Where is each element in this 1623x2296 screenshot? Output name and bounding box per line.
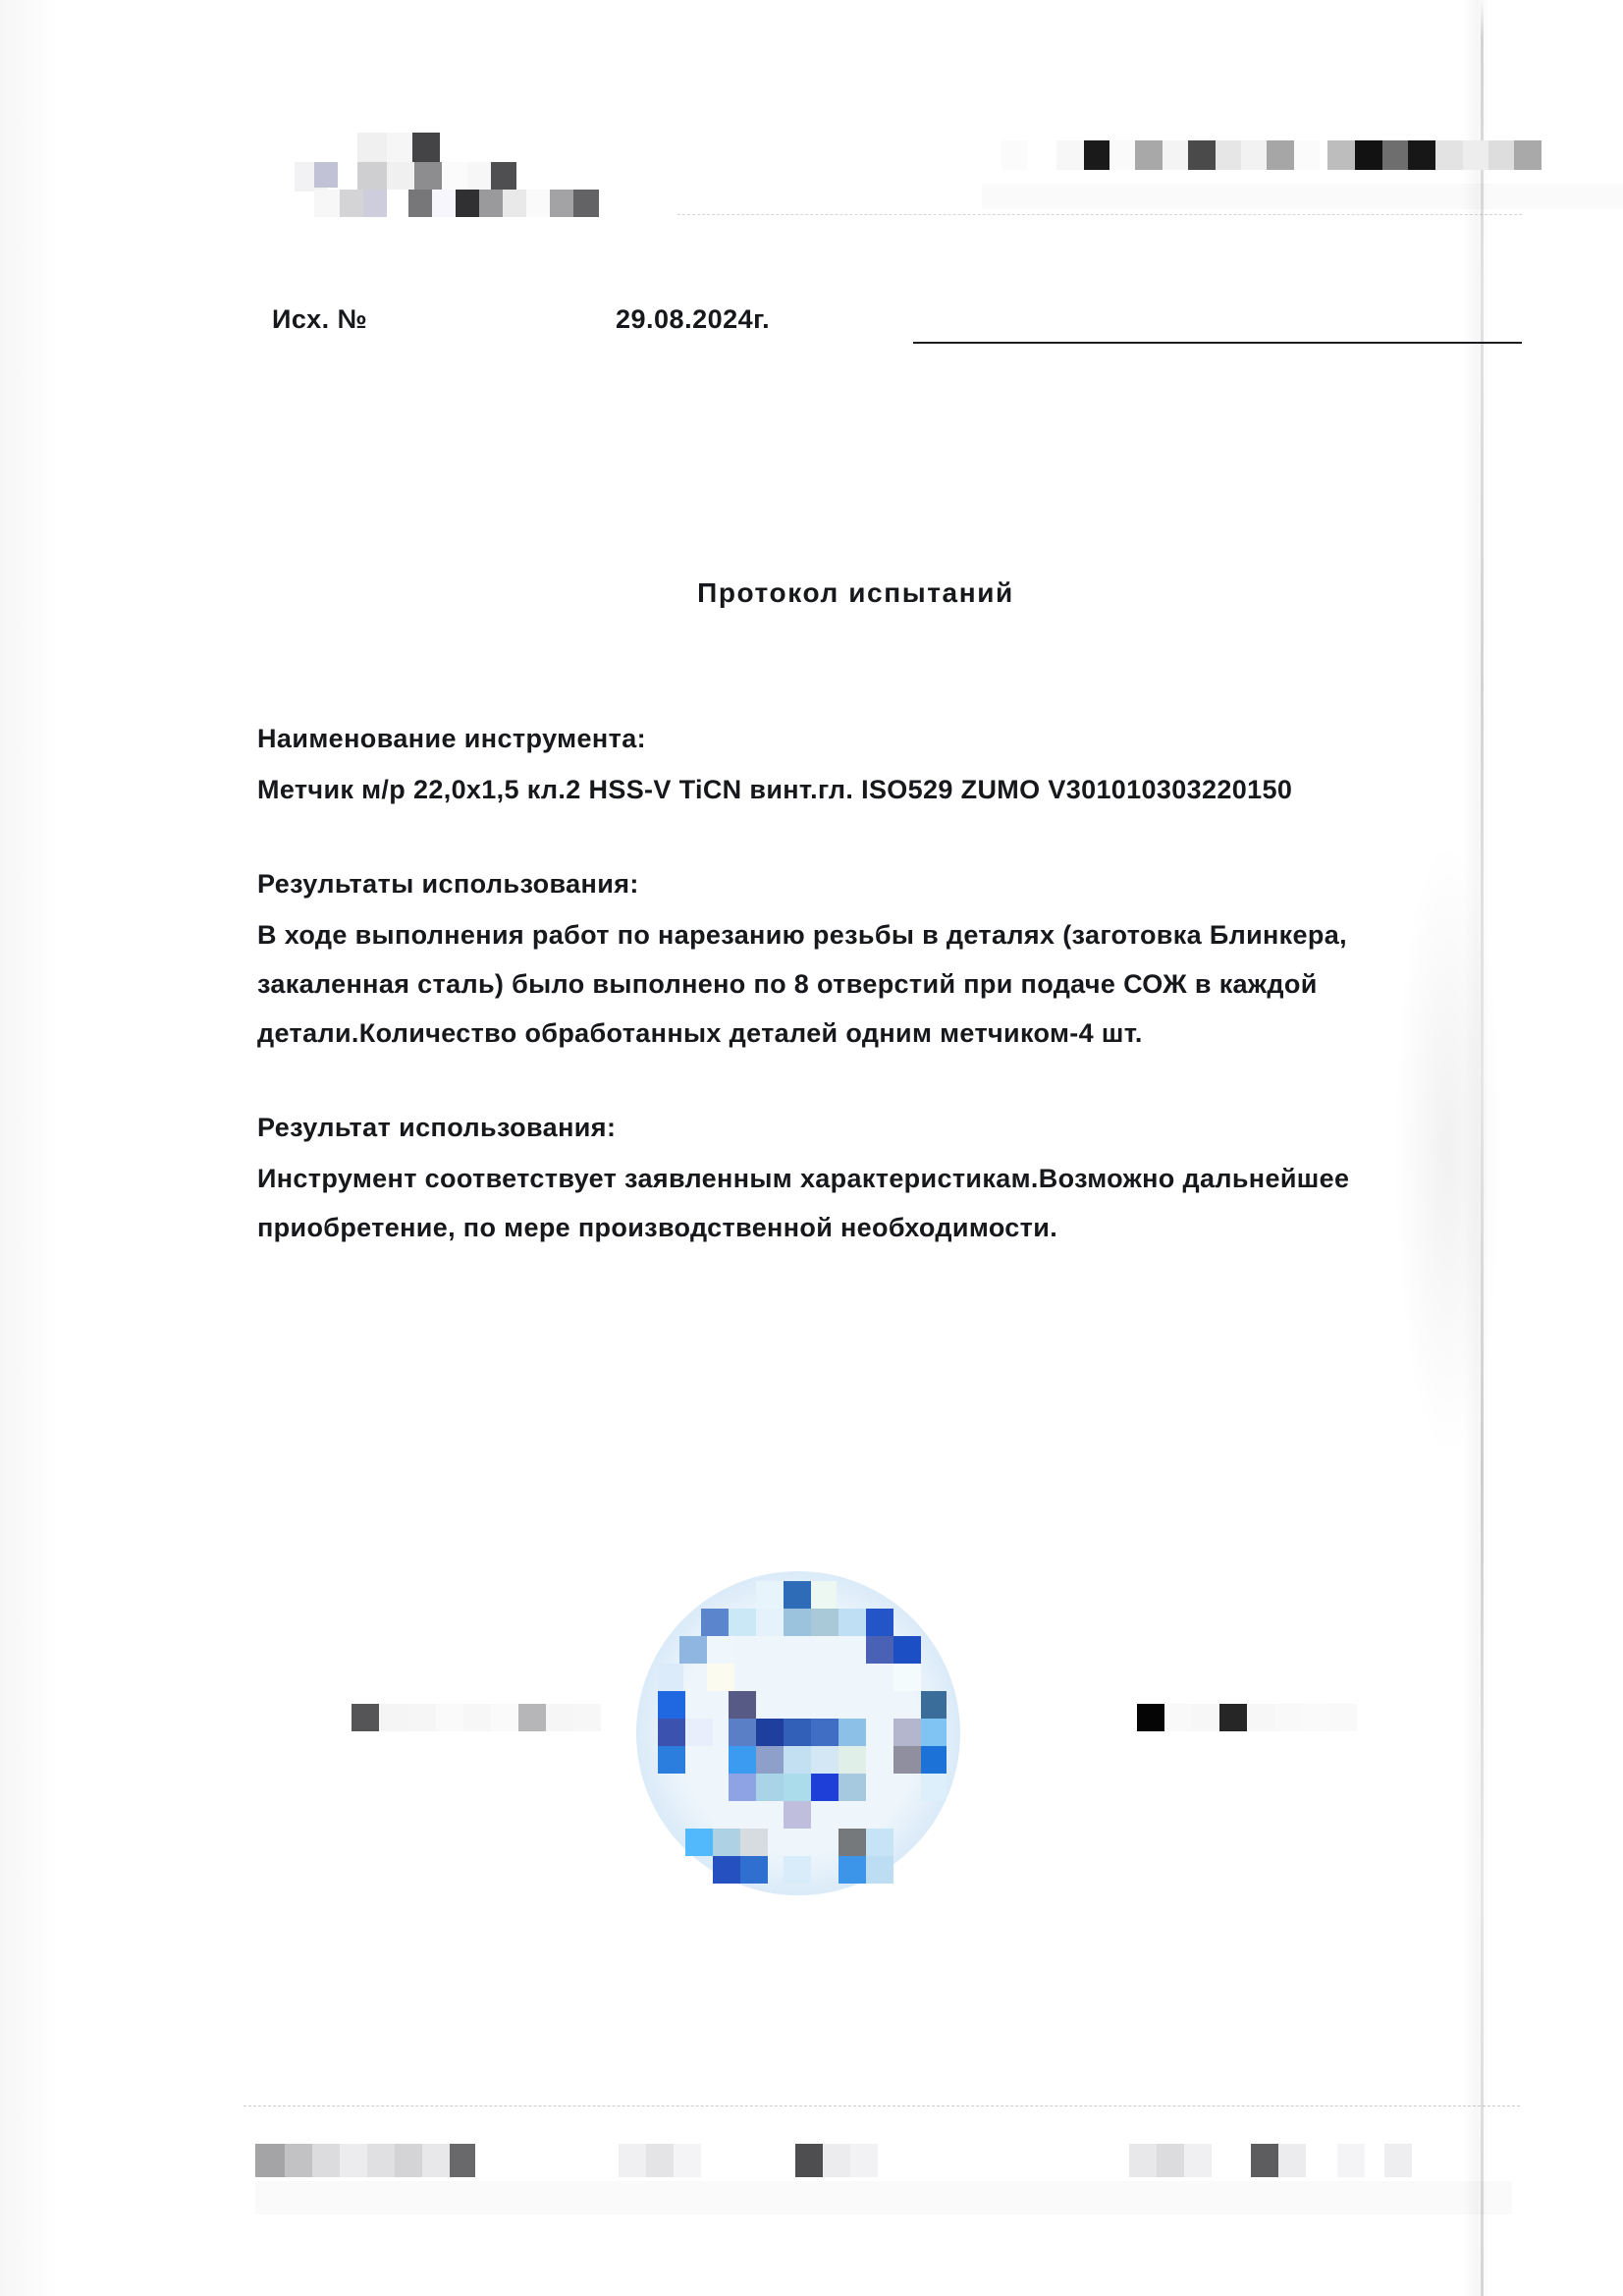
- redaction-pixel: [1382, 140, 1408, 170]
- redaction-pixel: [823, 2144, 850, 2177]
- page-title-text: Протокол испытаний: [697, 577, 1014, 608]
- redaction-pixel: [1084, 140, 1109, 170]
- redaction-pixel: [450, 2144, 475, 2177]
- redaction-pixel: [893, 1746, 921, 1774]
- redaction-pixel: [357, 162, 387, 190]
- redaction-pixel: [713, 1856, 740, 1884]
- redaction-pixel: [1274, 1704, 1302, 1731]
- redaction-pixel: [357, 133, 387, 162]
- redaction-pixel: [921, 1746, 947, 1774]
- redaction-pixel: [1278, 2144, 1306, 2177]
- redaction-pixel: [756, 1609, 784, 1636]
- redaction-pixel: [1163, 140, 1188, 170]
- redaction-pixel: [518, 1704, 546, 1731]
- redaction-pixel: [795, 2144, 823, 2177]
- section-heading: Наименование инструмента:: [257, 724, 647, 753]
- redaction-pixel: [1192, 1704, 1219, 1731]
- addressee-rule: [913, 342, 1522, 344]
- redaction-pixel: [893, 1636, 921, 1664]
- redaction-pixel: [784, 1774, 811, 1801]
- redaction-pixel: [456, 190, 479, 217]
- redaction-pixel: [412, 133, 440, 162]
- section-line: Инструмент соответствует заявленным характеристикам.Возможно дальнейшее: [257, 1164, 1350, 1193]
- redaction-pixel: [503, 190, 526, 217]
- redaction-pixel: [839, 1829, 866, 1856]
- redaction-pixel: [1355, 140, 1382, 170]
- redaction-pixel: [811, 1746, 839, 1774]
- redaction-pixel: [1216, 140, 1241, 170]
- redaction-pixel: [784, 1856, 811, 1884]
- redaction-pixel: [729, 1774, 756, 1801]
- document-body: [257, 712, 1534, 1295]
- redaction-pixel: [707, 1636, 734, 1664]
- header-logo-redacted: [295, 133, 628, 231]
- redaction-pixel: [921, 1691, 947, 1719]
- redaction-pixel: [367, 2144, 395, 2177]
- redaction-pixel: [866, 1636, 893, 1664]
- redaction-pixel: [707, 1664, 734, 1691]
- scan-edge-shadow: [0, 0, 59, 2296]
- redaction-pixel: [340, 190, 363, 217]
- redaction-pixel: [550, 190, 573, 217]
- redaction-pixel: [839, 1746, 866, 1774]
- redaction-pixel: [1408, 140, 1435, 170]
- redaction-pixel: [921, 1719, 947, 1746]
- redaction-pixel: [1219, 1704, 1247, 1731]
- document-date: 29.08.2024г.: [616, 304, 771, 334]
- redaction-pixel: [839, 1856, 866, 1884]
- redaction-pixel: [784, 1609, 811, 1636]
- redaction-pixel: [1267, 140, 1294, 170]
- redaction-pixel: [312, 2144, 340, 2177]
- redaction-pixel: [784, 1801, 811, 1829]
- redaction-pixel: [255, 2144, 285, 2177]
- redaction-pixel: [729, 1691, 756, 1719]
- redaction-pixel: [756, 1746, 784, 1774]
- redaction-pixel: [408, 1704, 436, 1731]
- redaction-pixel: [573, 190, 599, 217]
- redaction-pixel: [982, 184, 1623, 209]
- redaction-pixel: [839, 1774, 866, 1801]
- redaction-pixel: [658, 1664, 683, 1691]
- redaction-pixel: [756, 1719, 784, 1746]
- footer-divider: [243, 2105, 1520, 2107]
- redaction-pixel: [1164, 1704, 1192, 1731]
- redaction-pixel: [866, 1829, 893, 1856]
- redaction-pixel: [850, 2144, 878, 2177]
- redaction-pixel: [387, 162, 414, 190]
- redaction-pixel: [1247, 1704, 1274, 1731]
- redaction-pixel: [658, 1746, 685, 1774]
- page-title: [0, 577, 1623, 609]
- redaction-pixel: [314, 162, 338, 188]
- redaction-pixel: [314, 190, 340, 217]
- redaction-pixel: [1337, 2144, 1365, 2177]
- redaction-pixel: [740, 1856, 768, 1884]
- redaction-pixel: [467, 162, 491, 190]
- redaction-pixel: [866, 1609, 893, 1636]
- signature-position-redacted: [322, 1696, 617, 1737]
- redaction-pixel: [1109, 140, 1135, 170]
- redaction-pixel: [436, 1704, 463, 1731]
- header-divider: [677, 214, 1522, 216]
- redaction-pixel: [811, 1774, 839, 1801]
- redaction-pixel: [658, 1691, 685, 1719]
- signature-name-redacted: [1119, 1696, 1394, 1737]
- redaction-pixel: [1001, 140, 1027, 170]
- redaction-pixel: [921, 1774, 947, 1801]
- document-section: [257, 1101, 1534, 1252]
- redaction-pixel: [387, 190, 408, 217]
- redaction-pixel: [839, 1719, 866, 1746]
- redaction-pixel: [713, 1829, 740, 1856]
- redaction-pixel: [740, 1829, 768, 1856]
- redaction-pixel: [674, 2144, 701, 2177]
- redaction-pixel: [432, 190, 456, 217]
- redaction-pixel: [619, 2144, 646, 2177]
- redaction-pixel: [1463, 140, 1488, 170]
- redaction-pixel: [1135, 140, 1163, 170]
- redaction-pixel: [414, 162, 442, 190]
- redaction-pixel: [491, 162, 516, 190]
- section-line: приобретение, по мере производственной необходимости.: [257, 1213, 1058, 1242]
- redaction-pixel: [1188, 140, 1216, 170]
- redaction-pixel: [463, 1704, 491, 1731]
- document-section: [257, 857, 1534, 1058]
- round-stamp-redacted: [636, 1571, 960, 1895]
- redaction-pixel: [756, 1774, 784, 1801]
- redaction-pixel: [893, 1719, 921, 1746]
- redaction-pixel: [1157, 2144, 1184, 2177]
- redaction-pixel: [442, 162, 467, 190]
- redaction-pixel: [1184, 2144, 1212, 2177]
- redaction-pixel: [893, 1664, 921, 1691]
- redaction-pixel: [811, 1581, 837, 1609]
- redaction-pixel: [1329, 1704, 1357, 1731]
- header-company-redacted: [687, 123, 1551, 216]
- section-heading: Результаты использования:: [257, 869, 639, 899]
- redaction-pixel: [546, 1704, 573, 1731]
- section-line: закаленная сталь) было выполнено по 8 отверстий при подаче СОЖ в каждой: [257, 969, 1318, 999]
- redaction-pixel: [1137, 1704, 1164, 1731]
- redaction-pixel: [784, 1719, 811, 1746]
- section-heading: Результат использования:: [257, 1113, 617, 1142]
- redaction-pixel: [679, 1636, 707, 1664]
- outgoing-ref-label: Исх. №: [272, 304, 368, 334]
- redaction-pixel: [1056, 140, 1084, 170]
- redaction-pixel: [685, 1829, 713, 1856]
- redaction-pixel: [395, 2144, 422, 2177]
- redaction-pixel: [1294, 140, 1320, 170]
- redaction-pixel: [526, 190, 550, 217]
- redaction-pixel: [1302, 1704, 1329, 1731]
- redaction-pixel: [479, 190, 503, 217]
- redaction-pixel: [1251, 2144, 1278, 2177]
- redaction-pixel: [811, 1609, 839, 1636]
- redaction-pixel: [646, 2144, 674, 2177]
- document-section: [257, 712, 1534, 814]
- redaction-pixel: [811, 1719, 839, 1746]
- redaction-pixel: [422, 2144, 450, 2177]
- redaction-pixel: [352, 1704, 379, 1731]
- redaction-pixel: [685, 1719, 713, 1746]
- redaction-pixel: [839, 1609, 866, 1636]
- redaction-pixel: [784, 1581, 811, 1609]
- redaction-pixel: [1241, 140, 1267, 170]
- redaction-pixel: [658, 1719, 685, 1746]
- redaction-pixel: [866, 1856, 893, 1884]
- section-line: детали.Количество обработанных деталей одним метчиком-4 шт.: [257, 1018, 1143, 1048]
- redaction-pixel: [784, 1746, 811, 1774]
- footer-contacts-redacted: [245, 2126, 1532, 2214]
- redaction-pixel: [701, 1609, 729, 1636]
- redaction-pixel: [387, 133, 412, 162]
- redaction-pixel: [491, 1704, 518, 1731]
- redaction-pixel: [1435, 140, 1463, 170]
- section-line: В ходе выполнения работ по нарезанию резьбы в деталях (заготовка Блинкера,: [257, 920, 1347, 950]
- section-line: Метчик м/р 22,0х1,5 кл.2 HSS-V TiCN винт.гл. ISO529 ZUMO V301010303220150: [257, 775, 1293, 804]
- redaction-pixel: [379, 1704, 408, 1731]
- redaction-pixel: [756, 1581, 784, 1609]
- redaction-pixel: [340, 2144, 367, 2177]
- redaction-pixel: [408, 190, 432, 217]
- redaction-pixel: [363, 190, 387, 217]
- redaction-pixel: [573, 1704, 601, 1731]
- redaction-pixel: [729, 1746, 756, 1774]
- redaction-pixel: [729, 1719, 756, 1746]
- redaction-pixel: [1514, 140, 1542, 170]
- redaction-pixel: [255, 2181, 1512, 2214]
- redaction-pixel: [1327, 140, 1355, 170]
- redaction-pixel: [285, 2144, 312, 2177]
- redaction-pixel: [1384, 2144, 1412, 2177]
- redaction-pixel: [1488, 140, 1514, 170]
- redaction-pixel: [729, 1609, 756, 1636]
- redaction-pixel: [1129, 2144, 1157, 2177]
